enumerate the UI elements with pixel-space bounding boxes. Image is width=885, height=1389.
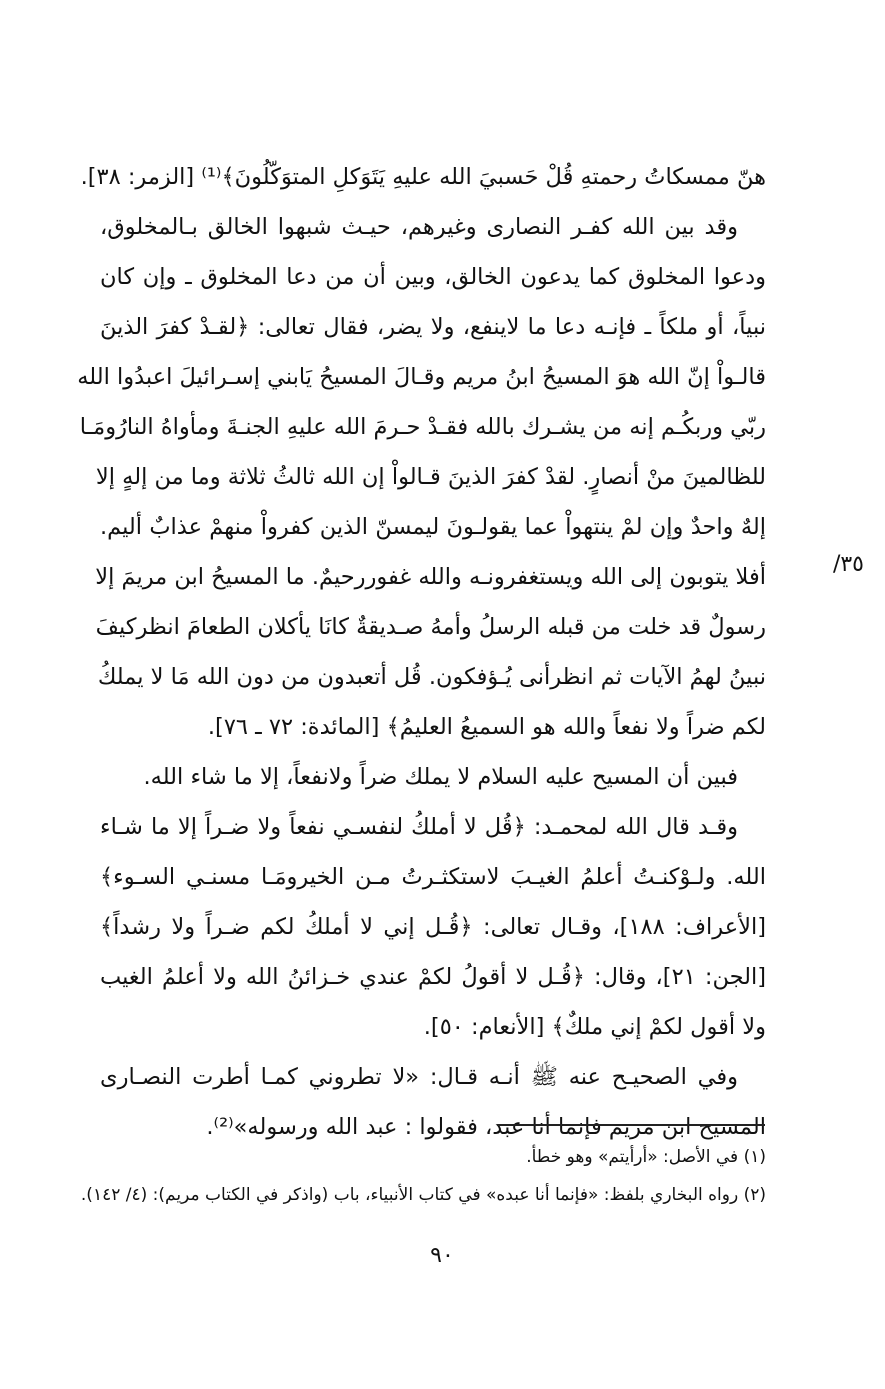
text-line-18: ولا أقول لكمْ إني ملكٌ﴾ [الأنعام: ٥٠]. <box>423 1014 766 1040</box>
text-line-10: رسولٌ قد خلت من قبله الرسلُ وأمهُ صـديقةٌ كانَا يأكلان الطعامَ انظركيفَ <box>95 614 766 640</box>
text-line-12: لكم ضراً ولا نفعاً والله هو السميعُ العليمُ﴾ [المائدة: ٧٢ ـ ٧٦]. <box>207 714 766 740</box>
text-line-20: المسيح ابن مريم فإنما أنا عبد، فقولوا : عبد الله ورسوله»⁽²⁾. <box>206 1114 766 1140</box>
text-line-9: أفلا يتوبون إلى الله ويستغفرونـه والله غفوررحيمٌ. ما المسيحُ ابن مريمَ إلا <box>95 564 766 590</box>
text-line-14: وقـد قال الله لمحمـد: ﴿قُل لا أملكُ لنفسـي نفعاً ولا ضـراً إلا ما شـاء <box>100 814 738 840</box>
text-line-1: هنّ ممسكاتُ رحمتهِ قُلْ حَسبيَ الله عليهِ يَتَوَكلِ المتوَكّلُونَ﴾⁽¹⁾ [الزمر: ٣٨]. <box>80 164 766 190</box>
text-line-15: الله. ولـوْكنـتُ أعلمُ الغيـبَ لاستكثـرتُ مـن الخيرومَـا مسنـي السـوء﴾ <box>100 864 766 890</box>
main-text <box>77 152 766 1152</box>
text-line-17: [الجن: ٢١]، وقال: ﴿قُـل لا أقولُ لكمْ عندي خـزائنُ الله ولا أعلمُ الغيب <box>100 964 766 990</box>
text-line-7: للظالمينَ منْ أنصارٍ. لقدْ كفرَ الذينَ قـالواْ إن الله ثالثُ ثلاثة وما من إلهٍ إلا <box>95 464 766 490</box>
footnote-separator <box>497 1124 765 1126</box>
text-line-4: نبياً، أو ملكاً ـ فإنـه دعا ما لاينفع، ولا يضر، فقال تعالى: ﴿لقـدْ كفرَ الذينَ <box>100 314 766 340</box>
text-line-6: ربّي وربكُـم إنه من يشـرك بالله فقـدْ حـرمَ الله عليهِ الجنـةَ ومأواهُ النارُومَـا <box>79 414 766 440</box>
text-line-19: وفي الصحيـح عنه ﷺ أنـه قـال: «لا تطروني كمـا أطرت النصـارى <box>100 1064 738 1090</box>
text-line-5: قالـواْ إنّ الله هوَ المسيحُ ابنُ مريم وقـالَ المسيحُ يَابني إسـرائيلَ اعبدُوا الله <box>77 364 766 390</box>
footnotes <box>80 1138 766 1214</box>
text-line-8: إلهٌ واحدٌ وإن لمْ ينتهواْ عما يقولـونَ ليمسنّ الذين كفرواْ منهمْ عذابٌ أليم. <box>100 514 766 540</box>
page-number: ٩٠ <box>430 1243 454 1268</box>
footnote-2: (٢) رواه البخاري بلفظ: «فإنما أنا عبده» في كتاب الأنبياء، باب (واذكر في الكتاب مريم): (٤/ ١٤٢). <box>80 1185 766 1205</box>
margin-page-reference: ٣٥/ <box>832 552 864 577</box>
text-line-11: نبينُ لهمُ الآيات ثم انظرأنى يُـؤفكون. قُل أتعبدون من دون الله مَا لا يملكُ <box>97 664 766 690</box>
text-line-16: [الأعراف: ١٨٨]، وقـال تعالى: ﴿قُـل إني لا أملكُ لكم ضـراً ولا رشداً﴾ <box>100 914 766 940</box>
footnote-1: (١) في الأصل: «أرأيتم» وهو خطأ. <box>526 1147 766 1167</box>
text-line-2: وقد بين الله كفـر النصارى وغيرهم، حيـث شبهوا الخالق بـالمخلوق، <box>100 214 738 240</box>
text-line-3: ودعوا المخلوق كما يدعون الخالق، وبين أن من دعا المخلوق ـ وإن كان <box>100 264 766 290</box>
text-line-13: فبين أن المسيح عليه السلام لا يملك ضراً ولانفعاً، إلا ما شاء الله. <box>143 764 738 790</box>
